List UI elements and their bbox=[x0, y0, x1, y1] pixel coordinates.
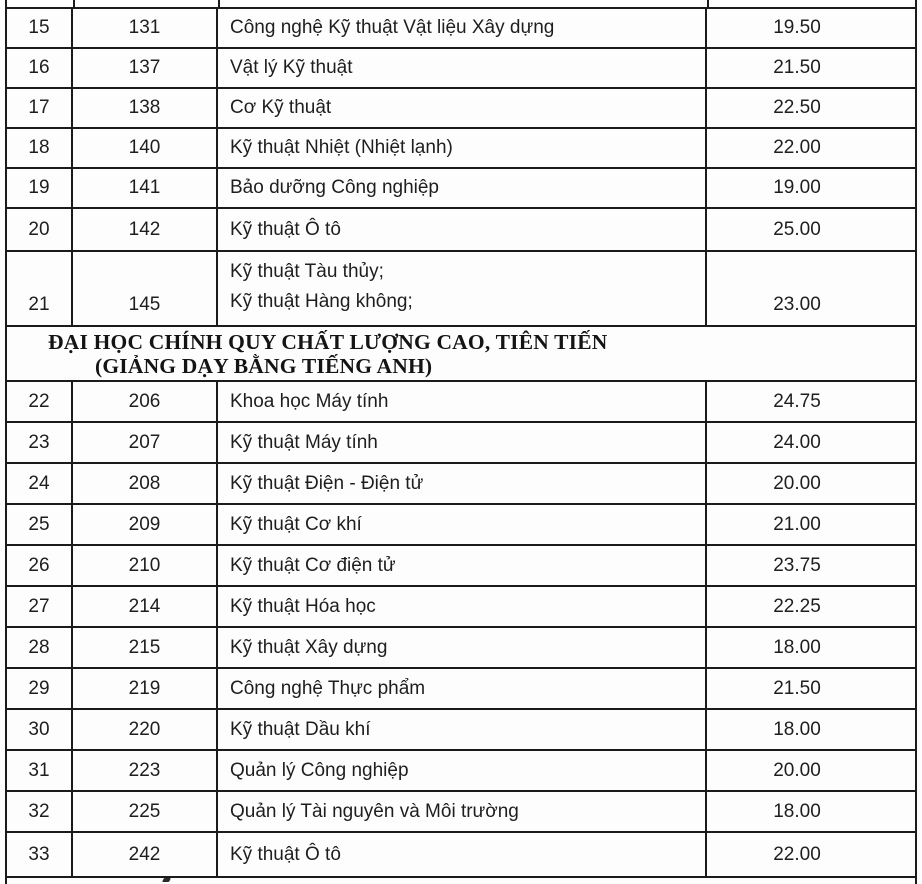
program-code-cell: 140 bbox=[73, 129, 218, 167]
score-cell: 19.50 bbox=[773, 17, 821, 38]
program-name-cell: Quản lý Tài nguyên và Môi trường bbox=[218, 792, 707, 831]
program-name-cell: Kỹ thuật Nhiệt (Nhiệt lạnh) bbox=[218, 129, 707, 167]
score-cell: 22.00 bbox=[773, 137, 821, 158]
score-cell: 22.50 bbox=[773, 97, 821, 118]
program-name-line1: Kỹ thuật Tàu thủy; bbox=[230, 261, 384, 282]
row-number-cell: 18 bbox=[7, 129, 73, 167]
program-code-cell: 142 bbox=[73, 209, 218, 250]
program-name-cell: Kỹ thuật Hóa học bbox=[218, 587, 707, 626]
program-name-cell: Kỹ thuật Ô tô bbox=[218, 209, 707, 250]
table-row bbox=[7, 710, 915, 751]
program-name-line2: Kỹ thuật Hàng không; bbox=[230, 291, 413, 312]
score-cell: 18.00 bbox=[773, 800, 821, 822]
program-name-cell bbox=[218, 252, 707, 325]
score-cell: 21.50 bbox=[773, 57, 821, 78]
program-name-cell: Vật lý Kỹ thuật bbox=[218, 49, 707, 87]
program-name-cell: Kỹ thuật Dầu khí bbox=[218, 710, 707, 749]
program-code-cell: 206 bbox=[73, 382, 218, 421]
program-code-cell: 210 bbox=[73, 546, 218, 585]
program-code-cell: 223 bbox=[73, 751, 218, 790]
table-row bbox=[7, 792, 915, 833]
next-row-partial bbox=[7, 878, 915, 882]
row-number-cell: 31 bbox=[7, 751, 73, 790]
table-row bbox=[7, 49, 915, 89]
table-row bbox=[7, 464, 915, 505]
section-header-subtitle: (GIẢNG DẠY BẰNG TIẾNG ANH) bbox=[95, 354, 433, 378]
program-name-cell: Công nghệ Kỹ thuật Vật liệu Xây dựng bbox=[218, 9, 707, 47]
score-cell: 18.00 bbox=[773, 718, 821, 740]
row-number-cell: 27 bbox=[7, 587, 73, 626]
row-number-cell: 32 bbox=[7, 792, 73, 831]
program-name-cell: Kỹ thuật Ô tô bbox=[218, 833, 707, 876]
score-cell: 21.50 bbox=[773, 677, 821, 699]
program-code-cell: 137 bbox=[73, 49, 218, 87]
score-cell: 23.75 bbox=[773, 554, 821, 576]
row-number-cell: 30 bbox=[7, 710, 73, 749]
program-code-cell: 207 bbox=[73, 423, 218, 462]
program-code-cell: 215 bbox=[73, 628, 218, 667]
table-row bbox=[7, 89, 915, 129]
row-number-cell: 15 bbox=[7, 9, 73, 47]
table-row bbox=[7, 751, 915, 792]
table-row bbox=[7, 382, 915, 423]
table-row bbox=[7, 209, 915, 252]
row-number-cell: 25 bbox=[7, 505, 73, 544]
program-name-cell: Kỹ thuật Cơ điện tử bbox=[218, 546, 707, 585]
table-row bbox=[7, 505, 915, 546]
program-code-cell: 208 bbox=[73, 464, 218, 503]
program-code-cell: 209 bbox=[73, 505, 218, 544]
score-cell: 20.00 bbox=[773, 472, 821, 494]
section-header-title: ĐẠI HỌC CHÍNH QUY CHẤT LƯỢNG CAO, TIÊN TIẾN bbox=[48, 330, 608, 354]
program-code-cell: 242 bbox=[73, 833, 218, 876]
program-code-cell: 145 bbox=[73, 252, 218, 325]
program-code-cell: 220 bbox=[73, 710, 218, 749]
score-cell: 24.00 bbox=[773, 431, 821, 453]
column-divider bbox=[707, 0, 709, 7]
previous-row-partial bbox=[7, 0, 915, 9]
column-divider bbox=[73, 0, 75, 7]
row-number-cell: 21 bbox=[7, 252, 73, 325]
score-cell: 21.00 bbox=[773, 513, 821, 535]
program-name-cell: Khoa học Máy tính bbox=[218, 382, 707, 421]
row-number-cell: 17 bbox=[7, 89, 73, 127]
row-number-cell: 20 bbox=[7, 209, 73, 250]
table-row bbox=[7, 833, 915, 878]
program-code-cell: 141 bbox=[73, 169, 218, 207]
row-number-cell: 23 bbox=[7, 423, 73, 462]
row-number-cell: 16 bbox=[7, 49, 73, 87]
program-code-cell: 131 bbox=[73, 9, 218, 47]
row-number-cell: 29 bbox=[7, 669, 73, 708]
table-row-merged bbox=[7, 252, 915, 327]
table-row bbox=[7, 423, 915, 464]
program-name-cell: Kỹ thuật Xây dựng bbox=[218, 628, 707, 667]
score-cell: 18.00 bbox=[773, 636, 821, 658]
program-name-cell: Bảo dưỡng Công nghiệp bbox=[218, 169, 707, 207]
column-divider bbox=[218, 0, 220, 7]
row-number-cell: 19 bbox=[7, 169, 73, 207]
program-name-cell: Kỹ thuật Điện - Điện tử bbox=[218, 464, 707, 503]
row-number-cell: 26 bbox=[7, 546, 73, 585]
row-number-cell: 24 bbox=[7, 464, 73, 503]
table-row bbox=[7, 587, 915, 628]
row-number-cell: 28 bbox=[7, 628, 73, 667]
admission-scores-table bbox=[5, 0, 917, 884]
row-number-cell: 33 bbox=[7, 833, 73, 876]
table-row bbox=[7, 9, 915, 49]
score-cell: 24.75 bbox=[773, 390, 821, 412]
score-cell: 22.00 bbox=[773, 843, 821, 865]
table-row bbox=[7, 129, 915, 169]
program-code-cell: 219 bbox=[73, 669, 218, 708]
program-name-cell: Kỹ thuật Máy tính bbox=[218, 423, 707, 462]
score-cell: 20.00 bbox=[773, 759, 821, 781]
table-row bbox=[7, 546, 915, 587]
table-row bbox=[7, 169, 915, 209]
score-cell: 22.25 bbox=[773, 595, 821, 617]
table-row bbox=[7, 628, 915, 669]
section-header-row bbox=[7, 327, 915, 382]
program-name-cell: Cơ Kỹ thuật bbox=[218, 89, 707, 127]
table-row bbox=[7, 669, 915, 710]
score-cell: 19.00 bbox=[773, 177, 821, 198]
score-cell: 23.00 bbox=[773, 294, 821, 315]
program-name-cell: Kỹ thuật Cơ khí bbox=[218, 505, 707, 544]
program-code-cell: 225 bbox=[73, 792, 218, 831]
cut-off-text-mark bbox=[162, 878, 171, 882]
program-code-cell: 214 bbox=[73, 587, 218, 626]
program-name-cell: Công nghệ Thực phẩm bbox=[218, 669, 707, 708]
program-name-cell: Quản lý Công nghiệp bbox=[218, 751, 707, 790]
score-cell: 25.00 bbox=[773, 218, 821, 240]
program-code-cell: 138 bbox=[73, 89, 218, 127]
row-number-cell: 22 bbox=[7, 382, 73, 421]
